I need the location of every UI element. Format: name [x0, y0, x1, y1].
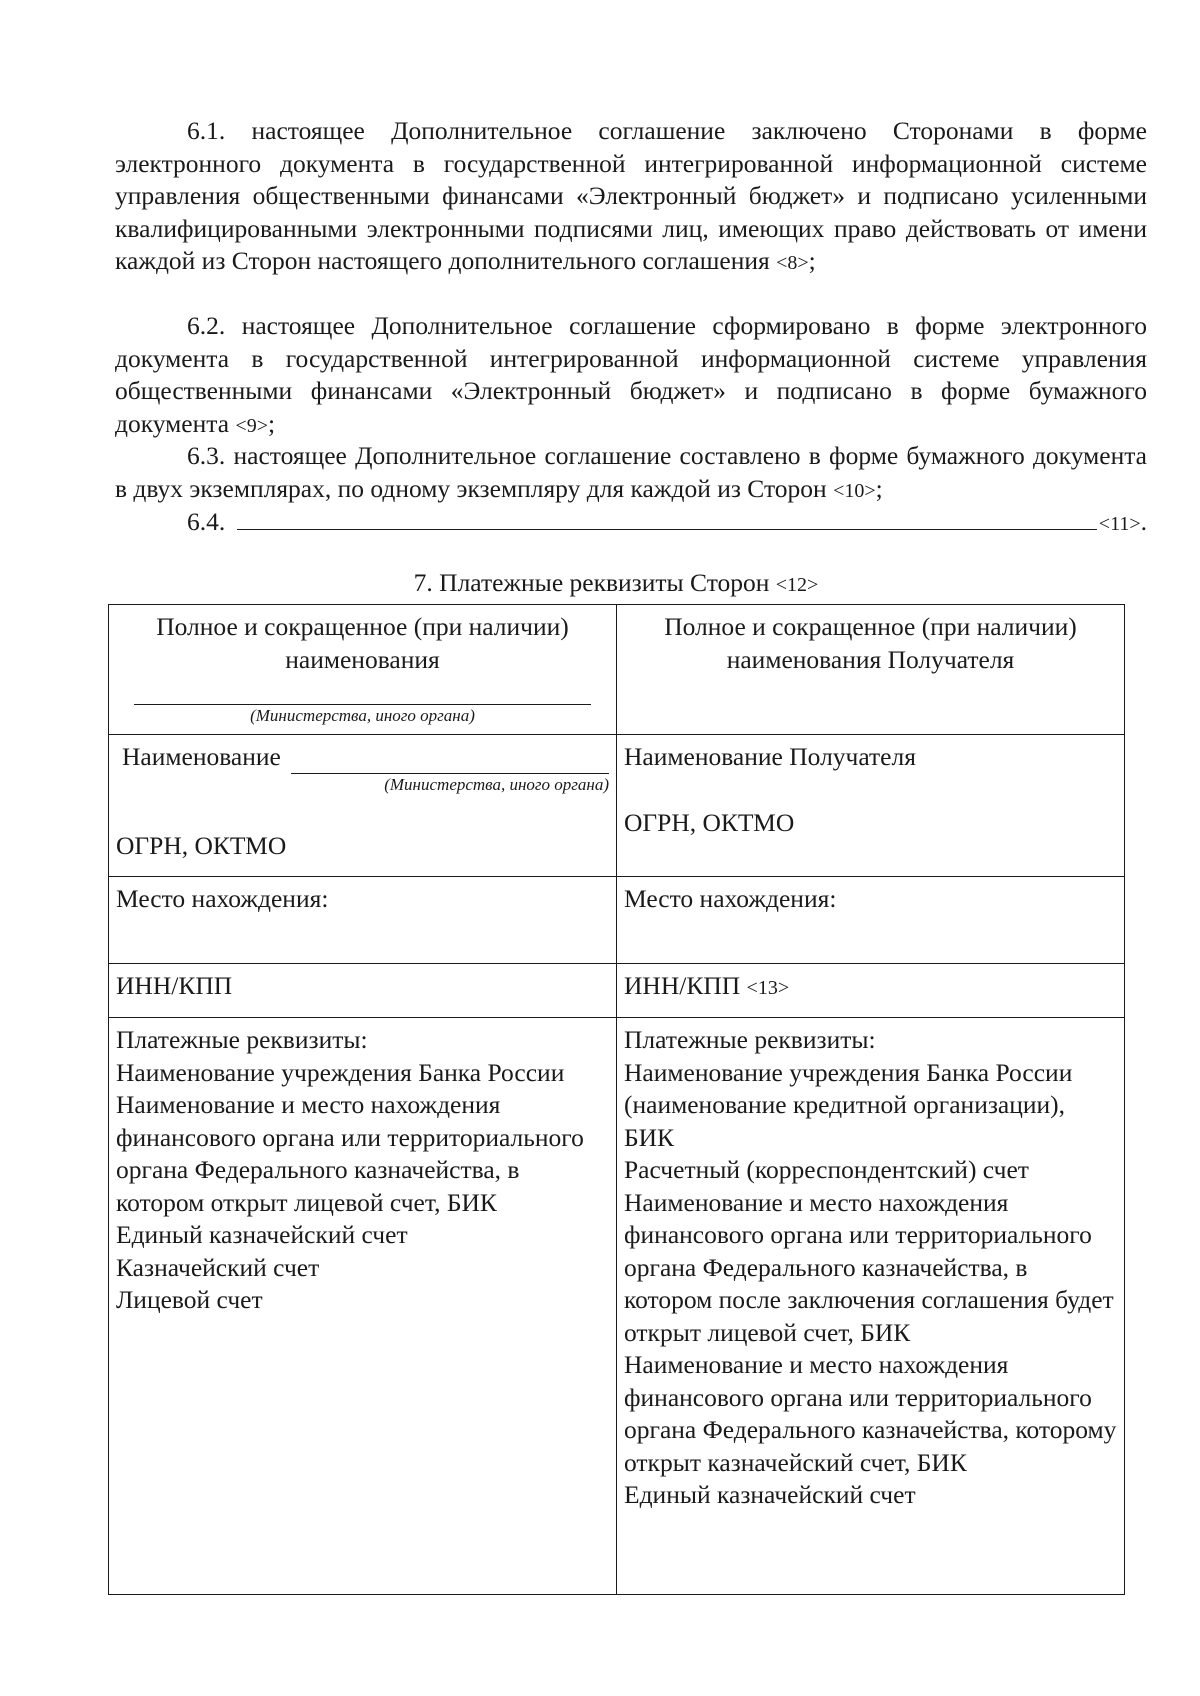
clause-end: ; — [808, 246, 816, 275]
left-cell — [109, 1018, 617, 1595]
recipient-name-header: Полное и сокращенное (при наличии) наименования Получателя — [664, 612, 1077, 674]
detail-line: Казначейский счет — [116, 1252, 320, 1282]
section-title-text: 7. Платежные реквизиты Сторон — [413, 568, 770, 597]
ogrn-oktmo-label: ОГРН, ОКТМО — [624, 807, 795, 837]
blank-line — [237, 505, 1097, 530]
footnote-ref: <10> — [833, 479, 876, 502]
clause-number: 6.4. — [187, 507, 226, 536]
table-row — [109, 877, 1125, 964]
inn-kpp-label: ИНН/КПП — [116, 971, 233, 1000]
clause-6-4 — [115, 505, 1147, 541]
table-row — [109, 964, 1125, 1018]
detail-line: Единый казначейский счет — [116, 1220, 408, 1249]
footnote-ref: <8> — [776, 252, 809, 274]
footnote-ref: <13> — [746, 977, 790, 999]
right-cell — [617, 1018, 1125, 1595]
table-row — [109, 735, 1125, 877]
party-name-header: Полное и сокращенное (при наличии) наименования — [156, 612, 569, 674]
clause-text: настоящее Дополнительное соглашение составлено в форме бумажного документа в двух экземплярах, по одному экземпляру для каждой из Сторон — [115, 441, 1147, 503]
section-title — [108, 567, 1124, 601]
left-cell — [109, 735, 617, 877]
clause-text: настоящее Дополнительное соглашение заключено Сторонами в форме электронного документа в государственной интегрированной информационной системе управления общественными финансами «Электронный бюджет» и подписано усиленными квалифицированными электронными подписями лиц, имеющих право действовать от имени каждой из Сторон настоящего дополнительного соглашения — [115, 116, 1147, 275]
detail-line: Единый казначейский счет — [624, 1480, 916, 1509]
table-row — [109, 1018, 1125, 1595]
clause-end: ; — [875, 473, 883, 503]
detail-line: Платежные реквизиты: — [116, 1025, 368, 1054]
location-label: Место нахождения: — [116, 884, 329, 913]
payment-details-table — [108, 604, 1125, 1595]
left-cell — [109, 964, 617, 1018]
detail-line: Наименование и место нахождения финансового органа или территориального органа Федерального казначейства, в котором открыт лицевой счет, БИК — [116, 1090, 584, 1217]
blank-line — [291, 745, 609, 774]
right-cell — [617, 877, 1125, 964]
hint-text: (Министерства, иного органа) — [384, 774, 609, 794]
name-field-row — [116, 741, 609, 774]
left-cell — [109, 877, 617, 964]
right-cell — [617, 735, 1125, 877]
clause-number: 6.1. — [187, 116, 226, 145]
clause-6-2 — [115, 310, 1147, 442]
payment-details-list — [624, 1024, 1117, 1512]
hint-text: (Министерства, иного органа) — [250, 706, 475, 725]
clause-text: настоящее Дополнительное соглашение сформировано в форме электронного документа в государственной интегрированной информационной системе управления общественными финансами «Электронный бюджет» и подписано в форме бумажного документа — [115, 311, 1148, 438]
name-label: Наименование — [122, 742, 281, 771]
clause-6-3 — [115, 440, 1147, 507]
left-cell — [109, 605, 617, 735]
clause-6-1 — [115, 115, 1147, 280]
detail-line: Расчетный (корреспондентский) счет — [624, 1155, 1029, 1184]
footnote-ref: <11> — [1098, 513, 1141, 535]
detail-line: Наименование и место нахождения финансового органа или территориального органа Федерального казначейства, которому открыт казначейский счет, БИК — [624, 1350, 1117, 1477]
right-cell — [617, 964, 1125, 1018]
inn-kpp-label: ИНН/КПП — [624, 971, 741, 1000]
footnote-ref: <9> — [235, 414, 268, 437]
detail-line: Наименование учреждения Банка России — [116, 1057, 565, 1087]
recipient-name-label: Наименование Получателя — [624, 742, 916, 771]
detail-line: Лицевой счет — [116, 1285, 263, 1314]
clause-end: ; — [267, 408, 276, 438]
clause-end: . — [1140, 507, 1147, 536]
detail-line: Наименование учреждения Банка России (наименование кредитной организации), БИК — [624, 1057, 1073, 1152]
location-label: Место нахождения: — [624, 884, 837, 913]
ogrn-oktmo-label: ОГРН, ОКТМО — [116, 830, 287, 860]
detail-line: Платежные реквизиты: — [624, 1025, 876, 1054]
right-cell — [617, 605, 1125, 735]
clause-number: 6.3. — [187, 441, 226, 470]
payment-details-list — [116, 1024, 609, 1317]
table-row — [109, 605, 1125, 735]
detail-line: Наименование и место нахождения финансового органа или территориального органа Федерального казначейства, в котором после заключения соглашения будет открыт лицевой счет, БИК — [624, 1187, 1114, 1347]
footnote-ref: <12> — [775, 574, 819, 596]
clause-number: 6.2. — [187, 311, 226, 340]
